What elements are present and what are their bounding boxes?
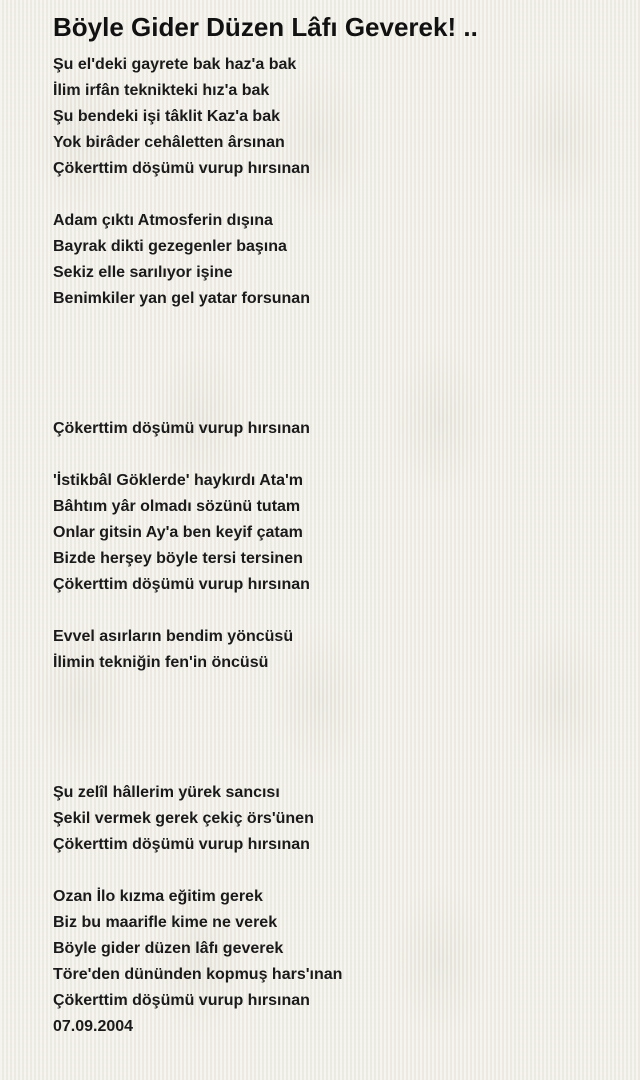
poem-line: Bâhtım yâr olmadı sözünü tutam xyxy=(53,498,301,515)
poem-line: Çökerttim döşümü vurup hırsınan xyxy=(53,836,310,853)
poem-blank-line xyxy=(53,598,342,624)
poem-blank-line xyxy=(53,702,342,728)
poem-line: Böyle gider düzen lâfı geverek xyxy=(53,940,284,957)
poem-line: Evvel asırların bendim yöncüsü xyxy=(53,628,294,645)
poem-line: Adam çıktı Atmosferin dışına xyxy=(53,212,273,229)
poem-line: Şekil vermek gerek çekiç örs'ünen xyxy=(53,810,314,827)
poem-line: Çökerttim döşümü vurup hırsınan xyxy=(53,576,310,593)
poem-line: Çökerttim döşümü vurup hırsınan xyxy=(53,992,310,1009)
poem-line: Sekiz elle sarılıyor işine xyxy=(53,264,233,281)
poem-blank-line xyxy=(53,390,342,416)
poem-title: Böyle Gider Düzen Lâfı Geverek! .. xyxy=(53,12,478,42)
poem-line: 07.09.2004 xyxy=(53,1018,134,1035)
poem-line: Bayrak dikti gezegenler başına xyxy=(53,238,287,255)
poem-blank-line xyxy=(53,312,342,338)
poem-blank-line xyxy=(53,364,342,390)
poem-line: Şu el'deki gayrete bak haz'a bak xyxy=(53,56,297,73)
poem-blank-line xyxy=(53,338,342,364)
poem-line: İlimin tekniğin fen'in öncüsü xyxy=(53,654,269,671)
poem-line: Biz bu maarifle kime ne verek xyxy=(53,914,278,931)
poem-line: Çökerttim döşümü vurup hırsınan xyxy=(53,420,310,437)
poem-line: Töre'den dününden kopmuş hars'ınan xyxy=(53,966,343,983)
poem-line: Yok birâder cehâletten ârsınan xyxy=(53,134,285,151)
poem-line: Ozan İlo kızma eğitim gerek xyxy=(53,888,263,905)
poem-line: Benimkiler yan gel yatar forsunan xyxy=(53,290,310,307)
poem-blank-line xyxy=(53,858,342,884)
poem-line: 'İstikbâl Göklerde' haykırdı Ata'm xyxy=(53,472,304,489)
poem-line: Onlar gitsin Ay'a ben keyif çatam xyxy=(53,524,303,541)
poem-blank-line xyxy=(53,676,342,702)
poem-line: Çökerttim döşümü vurup hırsınan xyxy=(53,160,310,177)
poem-line: Şu zelîl hâllerim yürek sancısı xyxy=(53,784,280,801)
poem-body xyxy=(53,52,342,1040)
poem-blank-line xyxy=(53,182,342,208)
poem-blank-line xyxy=(53,728,342,754)
poem-line: Bizde herşey böyle tersi tersinen xyxy=(53,550,303,567)
poem-blank-line xyxy=(53,442,342,468)
poem-line: İlim irfân teknikteki hız'a bak xyxy=(53,82,270,99)
poem-line: Şu bendeki işi tâklit Kaz'a bak xyxy=(53,108,280,125)
poem-blank-line xyxy=(53,754,342,780)
